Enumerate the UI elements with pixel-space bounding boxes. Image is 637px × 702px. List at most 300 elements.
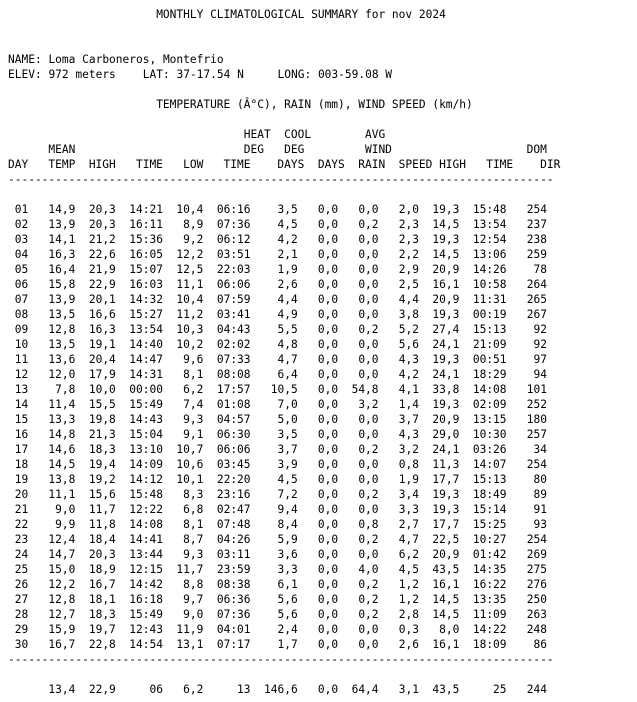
table-cell: 13:54 — [115, 323, 163, 336]
table-cell: 10,3 — [162, 323, 204, 336]
table-row — [8, 368, 547, 381]
table-cell: 78 — [506, 263, 547, 276]
table-cell: 0,0 — [297, 443, 339, 456]
table-cell: 0,0 — [297, 323, 339, 336]
table-cell: 06:36 — [203, 593, 251, 606]
table-cell: 19,4 — [75, 458, 116, 471]
table-cell: 14:12 — [115, 473, 163, 486]
table-cell: 0,0 — [338, 458, 379, 471]
table-cell: 11,9 — [162, 623, 204, 636]
table-cell: 15,9 — [28, 623, 76, 636]
table-cell: 16 — [8, 428, 29, 441]
table-cell: 17,7 — [418, 518, 460, 531]
table-cell: 20,1 — [75, 293, 116, 306]
table-cell: 19,3 — [418, 398, 460, 411]
totals-cell: 146,6 — [250, 683, 298, 696]
table-cell: 13,6 — [28, 353, 76, 366]
table-cell: 0,3 — [378, 623, 419, 636]
table-cell: 0,2 — [338, 593, 379, 606]
table-cell: 93 — [506, 518, 547, 531]
separator-line: --------------------------------------------------------------------------------- — [8, 653, 554, 666]
table-cell: 13,5 — [28, 308, 76, 321]
table-cell: 02:47 — [203, 503, 251, 516]
table-cell: 04 — [8, 248, 29, 261]
table-cell: 00:00 — [115, 383, 163, 396]
table-cell: 3,6 — [250, 548, 298, 561]
table-cell: 14:47 — [115, 353, 163, 366]
table-cell: 13 — [8, 383, 29, 396]
table-cell: 9,0 — [162, 608, 204, 621]
table-cell: 4,8 — [250, 338, 298, 351]
table-cell: 0,0 — [297, 398, 339, 411]
table-cell: 14:08 — [459, 383, 507, 396]
table-cell: 22,9 — [75, 278, 116, 291]
table-cell: 13,9 — [28, 218, 76, 231]
table-cell: 01 — [8, 203, 29, 216]
table-cell: 19,8 — [75, 413, 116, 426]
table-cell: 0,0 — [338, 623, 379, 636]
table-cell: 16,4 — [28, 263, 76, 276]
table-cell: 11,4 — [28, 398, 76, 411]
table-cell: 4,3 — [378, 353, 419, 366]
table-cell: 265 — [506, 293, 547, 306]
table-cell: 0,0 — [297, 308, 339, 321]
table-row — [8, 638, 547, 651]
table-cell: 0,0 — [338, 413, 379, 426]
table-row — [8, 203, 547, 216]
table-cell: 12,5 — [162, 263, 204, 276]
table-cell: 0,0 — [338, 248, 379, 261]
table-row — [8, 263, 547, 276]
table-cell: 5,0 — [250, 413, 298, 426]
table-cell: 15:49 — [115, 398, 163, 411]
table-cell: 14,5 — [418, 218, 460, 231]
table-cell: 11:31 — [459, 293, 507, 306]
table-cell: 20,9 — [418, 548, 460, 561]
totals-cell: 3,1 — [378, 683, 419, 696]
table-cell: 05 — [8, 263, 29, 276]
table-cell: 22:03 — [203, 263, 251, 276]
table-cell: 0,2 — [338, 323, 379, 336]
table-cell: 3,5 — [250, 428, 298, 441]
table-cell: 10 — [8, 338, 29, 351]
table-cell: 18,4 — [75, 533, 116, 546]
table-cell: 4,3 — [378, 428, 419, 441]
table-cell: 19,3 — [418, 203, 460, 216]
table-cell: 15,6 — [75, 488, 116, 501]
table-cell: 19,3 — [418, 353, 460, 366]
table-cell: 8,1 — [162, 518, 204, 531]
climatological-summary-report — [8, 7, 560, 697]
table-cell: 2,8 — [378, 608, 419, 621]
table-cell: 0,0 — [297, 593, 339, 606]
table-cell: 19 — [8, 473, 29, 486]
table-cell: 21 — [8, 503, 29, 516]
totals-cell: 06 — [115, 683, 163, 696]
table-cell: 91 — [506, 503, 547, 516]
table-cell: 15:04 — [115, 428, 163, 441]
table-cell: 237 — [506, 218, 547, 231]
table-cell: 54,8 — [338, 383, 379, 396]
table-cell: 18,1 — [75, 593, 116, 606]
totals-cell: 25 — [459, 683, 507, 696]
table-cell: 0,0 — [297, 563, 339, 576]
table-cell: 0,0 — [297, 533, 339, 546]
table-cell: 8,9 — [162, 218, 204, 231]
table-cell: 20,9 — [418, 293, 460, 306]
table-cell: 14,7 — [28, 548, 76, 561]
table-cell: 9,9 — [28, 518, 76, 531]
table-cell: 22,8 — [75, 638, 116, 651]
table-cell: 16:03 — [115, 278, 163, 291]
table-cell: 20,3 — [75, 218, 116, 231]
table-cell: 07:48 — [203, 518, 251, 531]
table-cell: 11,8 — [75, 518, 116, 531]
table-cell: 12:22 — [115, 503, 163, 516]
table-cell: 13,5 — [28, 338, 76, 351]
table-cell: 14,6 — [28, 443, 76, 456]
table-cell: 0,0 — [297, 623, 339, 636]
table-cell: 15:14 — [459, 503, 507, 516]
units-line: TEMPERATURE (Â°C), RAIN (mm), WIND SPEED (km/h) — [156, 98, 473, 111]
table-cell: 16,7 — [28, 638, 76, 651]
table-cell: 0,0 — [297, 293, 339, 306]
table-cell: 10:58 — [459, 278, 507, 291]
table-cell: 04:43 — [203, 323, 251, 336]
table-cell: 0,2 — [338, 443, 379, 456]
table-cell: 20,9 — [418, 413, 460, 426]
table-cell: 97 — [506, 353, 547, 366]
table-cell: 8,7 — [162, 533, 204, 546]
table-cell: 0,0 — [338, 638, 379, 651]
table-cell: 21:09 — [459, 338, 507, 351]
table-cell: 275 — [506, 563, 547, 576]
table-cell: 11,7 — [75, 503, 116, 516]
table-cell: 263 — [506, 608, 547, 621]
table-cell: 0,0 — [338, 203, 379, 216]
table-cell: 14:40 — [115, 338, 163, 351]
totals-cell: 22,9 — [75, 683, 116, 696]
table-cell: 12:15 — [115, 563, 163, 576]
table-cell: 02:02 — [203, 338, 251, 351]
table-cell: 10,7 — [162, 443, 204, 456]
table-cell: 18,9 — [75, 563, 116, 576]
table-cell: 1,9 — [250, 263, 298, 276]
table-row — [8, 578, 547, 591]
table-cell: 01:42 — [459, 548, 507, 561]
table-cell: 0,0 — [297, 428, 339, 441]
table-cell: 24,1 — [418, 368, 460, 381]
table-cell: 9,2 — [162, 233, 204, 246]
station-name: Loma Carboneros, Montefrio — [48, 53, 224, 66]
table-cell: 13:44 — [115, 548, 163, 561]
table-cell: 22,6 — [75, 248, 116, 261]
totals-cell: 13,4 — [28, 683, 76, 696]
table-cell: 12:43 — [115, 623, 163, 636]
table-cell: 16:05 — [115, 248, 163, 261]
table-cell: 18 — [8, 458, 29, 471]
table-cell: 09 — [8, 323, 29, 336]
table-cell: 17,9 — [75, 368, 116, 381]
table-cell: 19,7 — [75, 623, 116, 636]
table-cell: 0,0 — [297, 233, 339, 246]
table-cell: 4,7 — [250, 353, 298, 366]
table-cell: 14 — [8, 398, 29, 411]
table-cell: 13:54 — [459, 218, 507, 231]
table-row — [8, 323, 547, 336]
table-cell: 15:13 — [459, 473, 507, 486]
table-cell: 03:41 — [203, 308, 251, 321]
table-cell: 3,7 — [378, 413, 419, 426]
table-cell: 26 — [8, 578, 29, 591]
table-cell: 17 — [8, 443, 29, 456]
table-cell: 250 — [506, 593, 547, 606]
table-cell: 14,5 — [418, 248, 460, 261]
table-cell: 15:27 — [115, 308, 163, 321]
table-cell: 14:08 — [115, 518, 163, 531]
table-cell: 0,0 — [338, 428, 379, 441]
table-cell: 180 — [506, 413, 547, 426]
table-cell: 16,3 — [28, 248, 76, 261]
table-cell: 12,8 — [28, 323, 76, 336]
table-cell: 0,0 — [297, 263, 339, 276]
table-cell: 4,4 — [250, 293, 298, 306]
table-row — [8, 503, 547, 516]
table-cell: 17,7 — [418, 473, 460, 486]
table-cell: 14:43 — [115, 413, 163, 426]
table-cell: 0,2 — [338, 533, 379, 546]
table-cell: 18:49 — [459, 488, 507, 501]
station-longitude: 003-59.08 W — [317, 68, 393, 81]
table-cell: 80 — [506, 473, 547, 486]
table-cell: 02 — [8, 218, 29, 231]
table-cell: 03:45 — [203, 458, 251, 471]
table-cell: 4,9 — [250, 308, 298, 321]
table-row — [8, 518, 547, 531]
table-cell: 2,4 — [250, 623, 298, 636]
table-cell: 0,0 — [297, 218, 339, 231]
table-cell: 13,8 — [28, 473, 76, 486]
table-cell: 14,1 — [28, 233, 76, 246]
table-cell: 12,8 — [28, 593, 76, 606]
table-cell: 0,2 — [338, 218, 379, 231]
table-row — [8, 458, 547, 471]
table-cell: 14,5 — [28, 458, 76, 471]
table-cell: 30 — [8, 638, 29, 651]
table-cell: 0,0 — [297, 488, 339, 501]
table-cell: 15,0 — [28, 563, 76, 576]
table-cell: 13,3 — [28, 413, 76, 426]
table-cell: 5,2 — [378, 323, 419, 336]
table-cell: 101 — [506, 383, 547, 396]
table-cell: 0,0 — [297, 503, 339, 516]
table-cell: 33,8 — [418, 383, 460, 396]
table-cell: 7,4 — [162, 398, 204, 411]
table-cell: 0,2 — [338, 578, 379, 591]
table-cell: 11,2 — [162, 308, 204, 321]
table-cell: 15:13 — [459, 323, 507, 336]
table-row — [8, 443, 547, 456]
table-cell: 0,0 — [297, 338, 339, 351]
totals-cell: 244 — [506, 683, 547, 696]
table-row — [8, 383, 547, 396]
table-cell: 0,0 — [297, 413, 339, 426]
table-cell: 19,2 — [75, 473, 116, 486]
table-cell: 15,8 — [28, 278, 76, 291]
table-cell: 254 — [506, 533, 547, 546]
table-row — [8, 593, 547, 606]
table-cell: 4,5 — [378, 563, 419, 576]
table-row — [8, 563, 547, 576]
table-cell: 19,3 — [418, 488, 460, 501]
table-cell: 14:31 — [115, 368, 163, 381]
table-cell: 11,7 — [162, 563, 204, 576]
table-cell: 14:09 — [115, 458, 163, 471]
table-cell: 03:26 — [459, 443, 507, 456]
table-cell: 14:54 — [115, 638, 163, 651]
table-cell: 238 — [506, 233, 547, 246]
table-cell: 7,8 — [28, 383, 76, 396]
table-cell: 22,5 — [418, 533, 460, 546]
table-cell: 4,7 — [378, 533, 419, 546]
table-cell: 3,9 — [250, 458, 298, 471]
table-cell: 16,7 — [75, 578, 116, 591]
table-cell: 15:49 — [115, 608, 163, 621]
table-cell: 13:35 — [459, 593, 507, 606]
table-cell: 2,2 — [378, 248, 419, 261]
table-cell: 6,2 — [378, 548, 419, 561]
table-cell: 00:19 — [459, 308, 507, 321]
table-cell: 3,5 — [250, 203, 298, 216]
table-cell: 5,6 — [250, 608, 298, 621]
table-row — [8, 233, 547, 246]
elev-label: ELEV: — [8, 68, 42, 81]
table-cell: 18:29 — [459, 368, 507, 381]
separator-line: --------------------------------------------------------------------------------- — [8, 173, 554, 186]
table-cell: 0,0 — [338, 233, 379, 246]
table-cell: 1,2 — [378, 578, 419, 591]
table-cell: 20 — [8, 488, 29, 501]
table-cell: 19,3 — [418, 233, 460, 246]
table-cell: 3,7 — [250, 443, 298, 456]
table-cell: 07:17 — [203, 638, 251, 651]
table-cell: 6,1 — [250, 578, 298, 591]
table-cell: 04:01 — [203, 623, 251, 636]
table-cell: 10,0 — [75, 383, 116, 396]
table-cell: 14:26 — [459, 263, 507, 276]
table-row — [8, 293, 547, 306]
table-cell: 10,6 — [162, 458, 204, 471]
table-cell: 29,0 — [418, 428, 460, 441]
table-cell: 11 — [8, 353, 29, 366]
table-cell: 0,0 — [297, 353, 339, 366]
table-cell: 6,2 — [162, 383, 204, 396]
table-cell: 04:26 — [203, 533, 251, 546]
table-cell: 14,5 — [418, 608, 460, 621]
name-label: NAME: — [8, 53, 42, 66]
table-cell: 3,2 — [378, 443, 419, 456]
table-cell: 14,5 — [418, 593, 460, 606]
table-cell: 16,3 — [75, 323, 116, 336]
table-cell: 0,0 — [297, 608, 339, 621]
table-row — [8, 428, 547, 441]
table-cell: 8,3 — [162, 488, 204, 501]
table-row — [8, 218, 547, 231]
table-cell: 24,1 — [418, 443, 460, 456]
table-cell: 20,3 — [75, 203, 116, 216]
table-cell: 14:32 — [115, 293, 163, 306]
table-cell: 06:12 — [203, 233, 251, 246]
table-cell: 0,0 — [297, 638, 339, 651]
table-cell: 12,7 — [28, 608, 76, 621]
table-cell: 16,1 — [418, 278, 460, 291]
table-row — [8, 413, 547, 426]
table-cell: 12,2 — [28, 578, 76, 591]
table-cell: 15:25 — [459, 518, 507, 531]
table-cell: 15:07 — [115, 263, 163, 276]
table-cell: 0,0 — [297, 578, 339, 591]
table-cell: 6,8 — [162, 503, 204, 516]
table-cell: 11,1 — [28, 488, 76, 501]
table-cell: 13:15 — [459, 413, 507, 426]
table-cell: 0,0 — [338, 293, 379, 306]
table-cell: 21,2 — [75, 233, 116, 246]
totals-cell: 6,2 — [162, 683, 204, 696]
table-cell: 18:09 — [459, 638, 507, 651]
table-cell: 0,0 — [338, 278, 379, 291]
table-cell: 267 — [506, 308, 547, 321]
table-cell: 43,5 — [418, 563, 460, 576]
totals-row — [8, 683, 547, 696]
table-cell: 252 — [506, 398, 547, 411]
table-cell: 13:10 — [115, 443, 163, 456]
table-cell: 4,0 — [338, 563, 379, 576]
table-cell: 14,8 — [28, 428, 76, 441]
table-cell: 269 — [506, 548, 547, 561]
table-cell: 9,1 — [162, 428, 204, 441]
table-cell: 12:54 — [459, 233, 507, 246]
column-header-row: MEAN DEG DEG WIND DOM — [8, 143, 547, 156]
table-cell: 4,5 — [250, 218, 298, 231]
table-cell: 27,4 — [418, 323, 460, 336]
table-cell: 07:33 — [203, 353, 251, 366]
table-cell: 16:11 — [115, 218, 163, 231]
table-cell: 14:41 — [115, 533, 163, 546]
table-cell: 19,3 — [418, 308, 460, 321]
table-cell: 15 — [8, 413, 29, 426]
table-cell: 10,1 — [162, 473, 204, 486]
report-title: MONTHLY CLIMATOLOGICAL SUMMARY for nov 2024 — [156, 8, 446, 21]
table-cell: 16,6 — [75, 308, 116, 321]
table-cell: 20,9 — [418, 263, 460, 276]
table-cell: 10:27 — [459, 533, 507, 546]
table-cell: 15:48 — [459, 203, 507, 216]
table-cell: 1,7 — [250, 638, 298, 651]
table-cell: 7,0 — [250, 398, 298, 411]
table-cell: 21,3 — [75, 428, 116, 441]
table-cell: 248 — [506, 623, 547, 636]
table-cell: 03 — [8, 233, 29, 246]
table-cell: 24 — [8, 548, 29, 561]
table-cell: 0,0 — [297, 458, 339, 471]
table-cell: 254 — [506, 458, 547, 471]
table-cell: 22 — [8, 518, 29, 531]
table-cell: 10,5 — [250, 383, 298, 396]
table-cell: 14:22 — [459, 623, 507, 636]
table-cell: 11,1 — [162, 278, 204, 291]
table-cell: 5,5 — [250, 323, 298, 336]
table-cell: 4,2 — [378, 368, 419, 381]
